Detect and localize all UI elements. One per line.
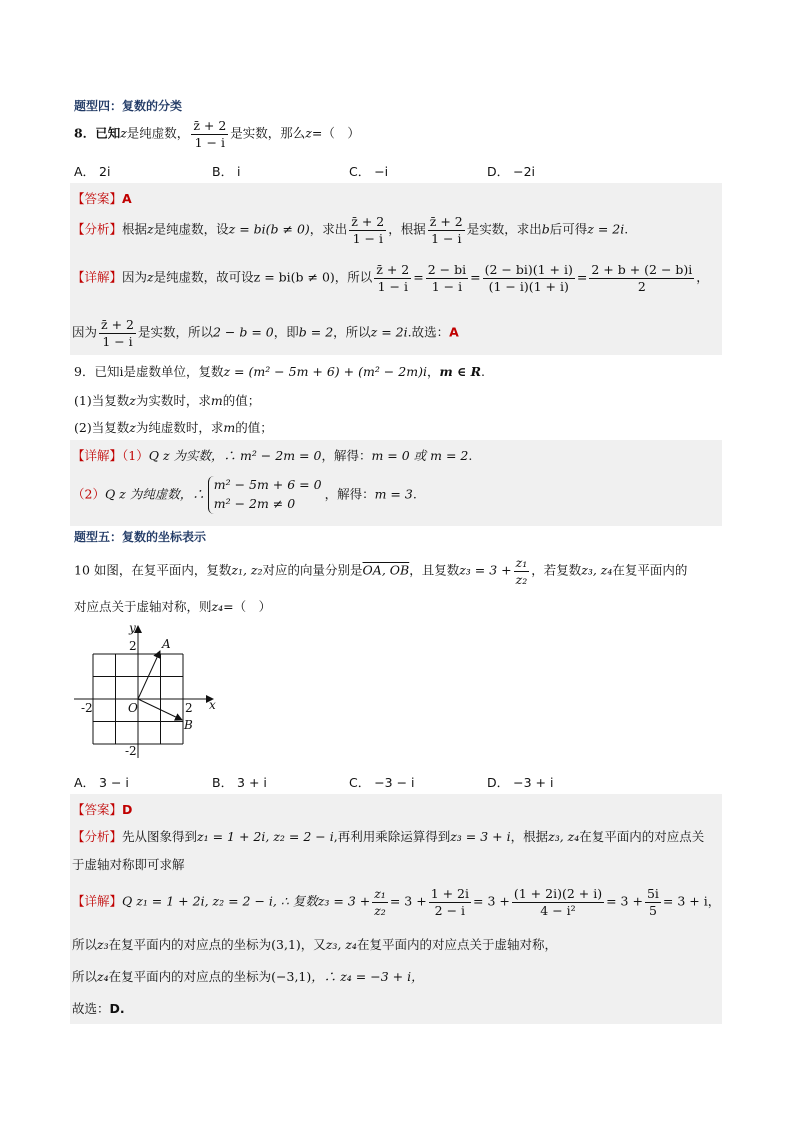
text: 是纯虚数，设 xyxy=(153,221,229,237)
text: (2)当复数 xyxy=(74,420,130,435)
var-z: z xyxy=(305,125,312,141)
fraction: $\frac{z̄ + 2}{1 - i}$ xyxy=(429,214,463,246)
q10-answer-line xyxy=(72,800,132,818)
fraction: $\frac{2 + b + (2 - b)i}{2}$ xyxy=(591,262,693,294)
text: 所以 xyxy=(72,969,98,984)
answer-value: A xyxy=(122,191,132,206)
q10-option-b: B． 3 + i xyxy=(212,775,267,790)
analysis-tag: 【分析】 xyxy=(72,829,123,844)
q9-part-1: (1)当复数z为实数时，求m的值； xyxy=(74,393,261,408)
text: 是实数，求出 xyxy=(466,221,542,237)
math: 2 − b = 0 xyxy=(213,324,274,340)
q8-analysis-line: 【分析】根据z是纯虚数，设z = bi(b ≠ 0)，求出 $\frac{z̄ + 2}{1 - i}$ ，根据 $\frac{z̄ + 2}{1 - i}$ 是实数，求出b后可得z = 2i. xyxy=(72,214,629,246)
text: 对应点关于虚轴对称，则 xyxy=(74,599,212,614)
q10-analysis-line-1 xyxy=(72,827,704,845)
text: 为纯虚数时，求 xyxy=(135,420,224,435)
text: ， xyxy=(426,364,440,379)
text: ，若复数 xyxy=(531,562,582,578)
tick-x-neg2: -2 xyxy=(81,701,93,715)
math: z₁ = 1 + 2i, z₂ = 2 − i xyxy=(197,829,334,844)
text: ,再利用乘除运算得到 xyxy=(333,829,451,844)
text: 在复平面内的对应点关于虚轴对称， xyxy=(356,937,557,952)
fraction: $\frac{5i}{5}$ xyxy=(646,886,659,918)
text: =（ ） xyxy=(223,599,272,614)
math: b = 2 xyxy=(298,324,334,340)
q10-detail-line xyxy=(72,886,720,918)
math: z₃, z₄ xyxy=(325,937,357,952)
point-b-label: B xyxy=(184,718,193,732)
math: Q z 为纯虚数，∴ xyxy=(104,486,205,502)
math: z₃ = 3 + i xyxy=(450,829,511,844)
math: z₃, z₄ xyxy=(548,829,580,844)
detail-tag: 【详解】 xyxy=(72,269,123,285)
q10-summary-1 xyxy=(72,935,557,953)
text: ，所以 xyxy=(333,324,371,340)
text: 的值； xyxy=(235,420,273,435)
q10-summary-2 xyxy=(72,967,424,985)
text: 在复平面内的对应点关 xyxy=(579,829,705,844)
math: m = 0 或 m = 2 xyxy=(371,448,469,463)
text: ，求出 xyxy=(309,221,348,237)
math: z₃ xyxy=(97,937,109,952)
math: z = bi(b ≠ 0)，所以 xyxy=(253,269,373,285)
text: （1） xyxy=(122,448,149,463)
text: ，且复数 xyxy=(409,562,460,578)
section-heading-5: 题型五：复数的坐标表示 xyxy=(74,530,207,544)
q10-option-c: C． −3 − i xyxy=(349,775,415,790)
q9-stem: 9．已知i是虚数单位，复数z = (m² − 5m + 6) + (m² − 2m)i，m ∈ R. xyxy=(74,364,486,379)
text: 是实数，所以 xyxy=(137,324,213,340)
math: z₁, z₂ xyxy=(231,562,263,578)
math: (3,1) xyxy=(271,937,301,952)
text: 在复平面内的对应点的坐标为 xyxy=(108,937,272,952)
math: = 3 + i， xyxy=(662,893,721,909)
math: z = bi(b ≠ 0) xyxy=(228,221,310,237)
text: ，根据 xyxy=(510,829,549,844)
fraction: $\frac{\text{z₁}}{\text{z₂}}$ xyxy=(374,886,386,918)
q10-option-a: A． 3 − i xyxy=(74,775,129,790)
text: 故选： xyxy=(72,1001,110,1016)
math: = 3 + xyxy=(389,893,427,909)
fraction: $\frac{1 + 2i}{2 - i}$ xyxy=(430,886,470,918)
math: m = 3 xyxy=(374,486,413,502)
text: 因为 xyxy=(122,269,148,285)
detail-tag: 【详解】 xyxy=(72,893,123,909)
fraction: $\frac{(1 + 2i)(2 + i)}{\text{4 − i²}}$ xyxy=(513,886,603,918)
q10-option-d: D． −3 + i xyxy=(487,775,554,790)
text: 10 如图，在复平面内，复数 xyxy=(74,562,232,578)
text: (1)当复数 xyxy=(74,393,130,408)
text: 对应的向量分别是 xyxy=(262,562,363,578)
math: (−3,1) xyxy=(271,969,312,984)
fraction: $\frac{z̄ + 2}{1 - i}$ xyxy=(101,317,134,349)
text: 在复平面内的 xyxy=(612,562,688,578)
q8-option-c: C． −i xyxy=(349,164,389,179)
text: ，又 xyxy=(300,937,326,952)
q8-answer-line xyxy=(72,189,132,207)
q8-text-a: 是纯虚数， xyxy=(126,125,190,141)
y-axis-label: y xyxy=(129,621,136,635)
text: 在复平面内的对应点的坐标为 xyxy=(108,969,272,984)
tick-y-neg2: -2 xyxy=(125,744,137,758)
math: z₃, z₄ xyxy=(581,562,613,578)
text: （2） xyxy=(72,486,105,502)
text: 是纯虚数，故可设 xyxy=(153,269,254,285)
math: = 3 + xyxy=(606,893,643,909)
math: z = (m² − 5m + 6) + (m² − 2m)i xyxy=(223,364,427,379)
q8-option-b: B． i xyxy=(212,164,241,179)
answer-value: D. xyxy=(109,1001,125,1016)
x-axis-label: x xyxy=(209,698,216,712)
q8-text-c: =（ ） xyxy=(311,125,360,141)
q8-number: 8．已知 xyxy=(74,125,121,141)
fraction: $\frac{z̄ + 2}{1 - i}$ xyxy=(376,262,410,294)
answer-tag: 【答案】 xyxy=(72,191,123,206)
q10-stem-line-2 xyxy=(74,597,271,615)
q8-text-b: 是实数，那么 xyxy=(230,125,306,141)
q8-stem xyxy=(74,118,360,150)
fraction: $\frac{(2 - bi)(1 + i)}{(1 - i)(1 + i)}$ xyxy=(484,262,573,294)
detail-tag: 【详解】 xyxy=(72,448,123,463)
math: z = 2i xyxy=(370,324,408,340)
equation-system: m² − 5m + 6 = 0 m² − 2m ≠ 0 xyxy=(208,476,322,514)
section-heading-4: 题型四：复数的分类 xyxy=(74,99,183,113)
var-z: z xyxy=(120,125,127,141)
math: z₃ = 3 + xyxy=(317,893,371,909)
fraction: $\frac{z̄ + 2}{1 - i}$ xyxy=(351,214,385,246)
fraction: $\frac{2 - bi}{1 - i}$ xyxy=(427,262,467,294)
text: ，即 xyxy=(273,324,299,340)
text: 后可得 xyxy=(549,221,588,237)
q9-part-2: (2)当复数z为纯虚数时，求m的值； xyxy=(74,420,273,435)
point-a-label: A xyxy=(162,637,171,651)
text: 9．已知i是虚数单位，复数 xyxy=(74,364,224,379)
math: z = 2i xyxy=(587,221,625,237)
text: 的值； xyxy=(222,393,261,408)
tick-y-2: 2 xyxy=(129,639,137,653)
q10-stem-line-1 xyxy=(74,555,687,587)
text: 根据 xyxy=(122,221,148,237)
vector-oa xyxy=(138,651,160,699)
text: 为实数时，求 xyxy=(135,393,211,408)
q8-option-a: A． 2i xyxy=(74,164,111,179)
text: 因为 xyxy=(72,324,98,340)
analysis-tag: 【分析】 xyxy=(72,221,123,237)
q8-option-d: D． −2i xyxy=(487,164,535,179)
q8-detail-line: 【详解】因为z是纯虚数，故可设z = bi(b ≠ 0)，所以 $\frac{z̄ + 2}{1 - i}$ = $\frac{2 - bi}{1 - i}$ = $\frac{(2 - bi)(1 + i)}{(1 - i)(1 + i)}$ = $\frac{2 + b + (2 - b)i}{2}$ ， xyxy=(72,262,709,294)
text: 先从图象得到 xyxy=(122,829,198,844)
text: .故选： xyxy=(407,324,450,340)
answer-tag: 【答案】 xyxy=(72,802,123,817)
q9-detail-2: （2）Q z 为纯虚数，∴ m² − 5m + 6 = 0 m² − 2m ≠ 0 ，解得：m = 3. xyxy=(72,476,417,514)
math: Q z₁ = 1 + 2i, z₂ = 2 − i, ∴ 复数 xyxy=(122,893,318,909)
text: ，解得： xyxy=(324,486,375,502)
math: Q z 为实数，∴ m² − 2m = 0 xyxy=(148,448,322,463)
origin-label: O xyxy=(128,701,138,715)
math: z₄ xyxy=(211,599,224,614)
q9-detail-1: 【详解】（1）Q z 为实数，∴ m² − 2m = 0，解得：m = 0 或 m = 2. xyxy=(72,448,473,463)
text: 所以 xyxy=(72,937,98,952)
q8-final-line xyxy=(72,317,459,349)
text: ，根据 xyxy=(388,221,426,237)
answer-value: A xyxy=(449,324,459,340)
answer-value: D xyxy=(122,802,133,817)
fraction-zbar-over-1-i: $\frac{z̄ + 2}{1 - i}$ xyxy=(193,118,227,150)
math: ，∴ z₄ = −3 + i， xyxy=(311,969,424,984)
math: z₄ xyxy=(97,969,109,984)
math: OA, OB xyxy=(362,562,410,578)
complex-plane-graph xyxy=(70,618,230,762)
tick-x-2: 2 xyxy=(185,701,193,715)
math: m ∈ R xyxy=(439,364,482,379)
q10-summary-3 xyxy=(72,999,125,1017)
fraction: $\frac{\text{z₁}}{\text{z₂}}$ xyxy=(515,555,528,587)
text: ，解得： xyxy=(321,448,372,463)
math: = 3 + xyxy=(473,893,510,909)
math: z₃ = 3 + xyxy=(459,562,512,578)
q10-analysis-line-2: 于虚轴对称即可求解 xyxy=(72,857,185,872)
